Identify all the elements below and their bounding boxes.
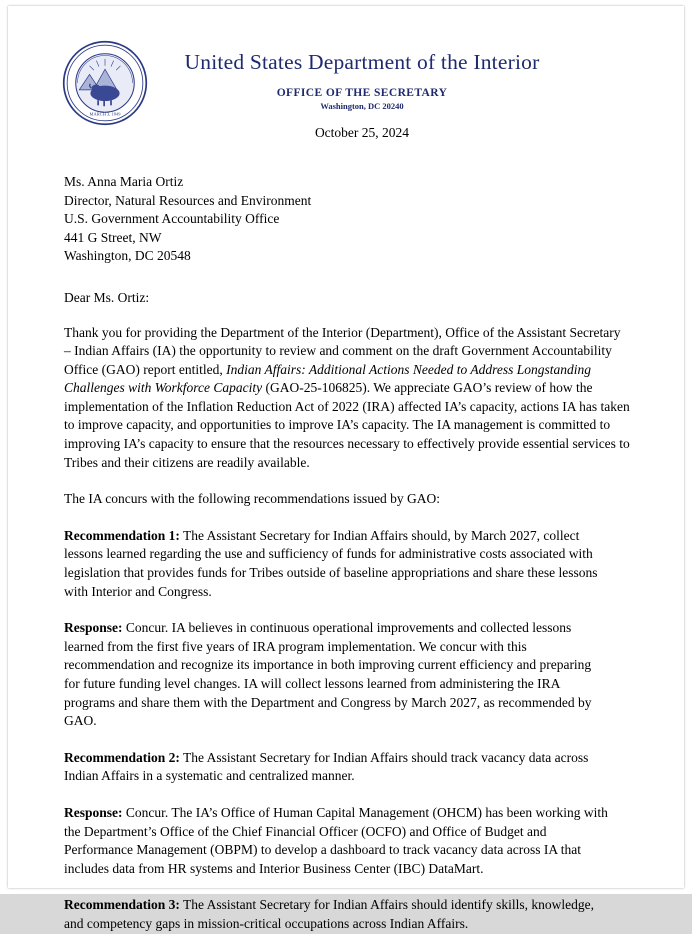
- report-title: Indian Affairs: Additional Actions Needed to Address Longstanding Challenges with Workforce Capacity: [64, 361, 591, 396]
- doi-bison-seal-icon: [62, 40, 148, 126]
- addressee-agency: U.S. Government Accountability Office: [64, 211, 280, 226]
- recommendation-3-block: [64, 896, 608, 933]
- recommendation-1-text: The Assistant Secretary for Indian Affairs should, by March 2027, collect lessons learned regarding the use and sufficiency of funds for administrative costs associated with legislation that provides funds for Tribes outside of baseline appropriations and share these lessons with Interior and Congress.: [64, 527, 598, 599]
- intro-text-part2: (GAO-25-106825). We appreciate GAO’s review of how the implementation of the Inflation Reduction Act of 2022 (IRA) affected IA’s capacity, actions IA has taken to improve capacity, and opportunities to improve IA’s capacity. The IA management is committed to improving IA’s capacity to ensure that the resources necessary to effectively provide essential services to Tribes and their citizens are readily available.: [64, 380, 630, 470]
- intro-paragraph: [64, 324, 630, 473]
- letter-date: October 25, 2024: [314, 125, 410, 140]
- paper-sheet: [8, 6, 684, 931]
- addressee-title: Director, Natural Resources and Environment: [64, 192, 312, 208]
- document-content: [64, 36, 630, 934]
- recommendation-3-text: The Assistant Secretary for Indian Affairs should identify skills, knowledge, and competency gaps in mission-critical occupations across Indian Affairs.: [64, 897, 595, 931]
- recommendation-1-label: Recommendation 1:: [64, 527, 180, 543]
- response-1-text: Concur. IA believes in continuous operational improvements and collected lessons learned from the first five years of IRA program implementation. We concur with this recommendation and recognize its importance in both improving current efficiency and preparing for future funding level changes. IA will collect lessons learned from administering the IRA programs and share them with the Department and Congress by March 2027, as recommended by GAO.: [64, 620, 592, 729]
- response-2-block: [64, 804, 608, 878]
- office-line: OFFICE OF THE SECRETARY: [276, 87, 448, 99]
- response-2-label: Response:: [64, 804, 123, 820]
- response-1-block: [64, 619, 608, 731]
- addressee-city: Washington, DC 20548: [64, 248, 191, 263]
- response-1-label: Response:: [64, 620, 123, 636]
- recommendation-2-label: Recommendation 2:: [64, 749, 180, 765]
- svg-text:MARCH 3, 1849: MARCH 3, 1849: [89, 111, 121, 117]
- intro-text-part1: Thank you for providing the Department of the Interior (Department), Office of the Assistant Secretary – Indian Affairs (IA) the opportunity to review and comment on the draft Government Accountability Office (GAO) report entitled,: [64, 324, 621, 377]
- response-2-text: Concur. The IA’s Office of Human Capital Management (OHCM) has been working with the Department’s Office of the Chief Financial Officer (OCFO) and Office of Budget and Performance Management (OBPM) to develop a dashboard to track vacancy data across IA that includes data from HR systems and Interior Business Center (IBC) DataMart.: [64, 804, 608, 876]
- addressee-street: 441 G Street, NW: [64, 229, 162, 245]
- recommendation-2-text: The Assistant Secretary for Indian Affairs should track vacancy data across Indian Affairs in a systematic and centralized manner.: [64, 749, 589, 784]
- city-zip-line: Washington, DC 20240: [320, 101, 404, 111]
- salutation: Dear Ms. Ortiz:: [64, 289, 150, 305]
- letterhead: [64, 36, 630, 141]
- addressee-name: Ms. Anna Maria Ortiz: [64, 174, 184, 189]
- recommendation-3-label: Recommendation 3:: [64, 897, 180, 913]
- department-title: United States Department of the Interior: [184, 50, 540, 74]
- recommendation-2-block: [64, 749, 608, 786]
- concurrence-paragraph: The IA concurs with the following recommendations issued by GAO:: [64, 491, 441, 507]
- addressee-block: [64, 173, 630, 266]
- recommendation-1-block: [64, 527, 608, 601]
